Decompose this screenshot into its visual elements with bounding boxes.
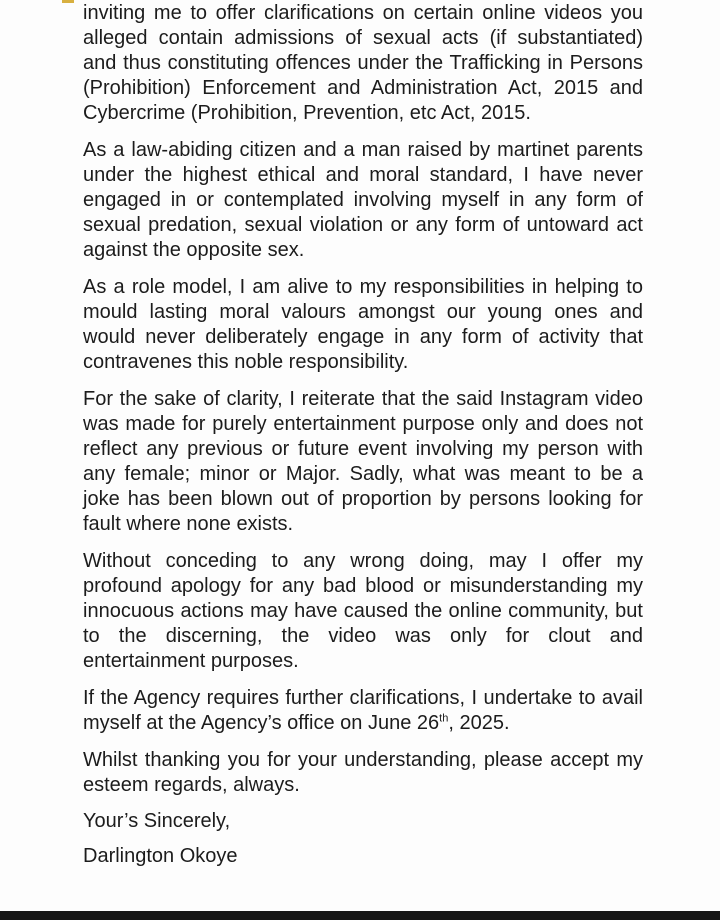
letter-signature: Darlington Okoye [83,845,238,867]
paragraph-apology: Without conceding to any wrong doing, may I offer my profound apology for any bad blood or misunderstanding my innocuous actions may have caused the online community, but to the discerning, the video was only for clout and entertainment purposes. [83,550,643,672]
paragraph-thanks: Whilst thanking you for your understanding, please accept my esteem regards, always. [83,749,643,796]
top-accent-mark [62,0,74,3]
paragraph-agency-visit [83,686,643,736]
agency-text-after-date: , 2025. [448,712,510,734]
date-ordinal-suffix: th [439,712,449,725]
paragraph-clarification-request: inviting me to offer clarifications on certain online videos you alleged contain admissions of sexual acts (if substantiated) and thus constituting offences under the Trafficking in Persons (Prohibition) Enforcement and Administration Act, 2015 and Cybercrime (Prohibition, Prevention, etc Act, 2015. [83,2,643,124]
paragraph-clarity: For the sake of clarity, I reiterate that the said Instagram video was made for purely entertainment purpose only and does not reflect any previous or future event involving my person with any female; minor or Major. Sadly, what was meant to be a joke has been blown out of proportion by persons looking for fault where none exists. [83,388,643,535]
paragraph-law-abiding: As a law-abiding citizen and a man raised by martinet parents under the highest ethical and moral standard, I have never engaged in or contemplated involving myself in any form of sexual predation, sexual violation or any form of untoward act against the opposite sex. [83,139,643,261]
letter-closing: Your’s Sincerely, [83,810,231,832]
paragraph-role-model: As a role model, I am alive to my responsibilities in helping to mould lasting moral valours amongst our young ones and would never deliberately engage in any form of activity that contravenes this noble responsibility. [83,276,643,373]
agency-text-before-date: If the Agency requires further clarifications, I undertake to avail myself at the Agency’s office on June 26 [83,687,643,734]
bottom-black-bar [0,911,720,920]
letter-body [83,1,643,869]
